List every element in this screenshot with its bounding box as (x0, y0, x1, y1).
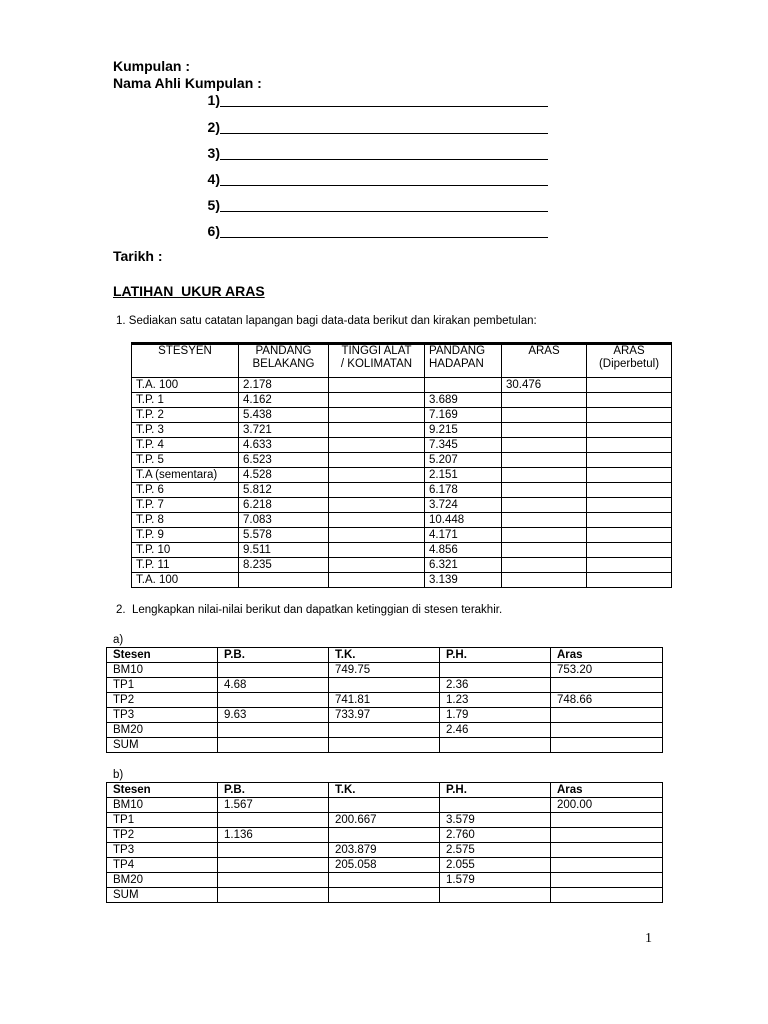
column-header: Stesen (107, 783, 218, 798)
table-cell: 9.215 (425, 423, 502, 438)
table-cell: T.A. 100 (132, 573, 239, 588)
table-cell: 5.438 (239, 408, 329, 423)
table-cell: 5.207 (425, 453, 502, 468)
date-label: Tarikh : (113, 248, 163, 264)
member-number: 2) (207, 119, 220, 135)
table-cell: 4.68 (218, 678, 329, 693)
table-cell: TP4 (107, 858, 218, 873)
table-cell[interactable] (551, 738, 663, 753)
blank-line (220, 106, 548, 107)
table-cell: 203.879 (329, 843, 440, 858)
table-cell: 753.20 (551, 663, 663, 678)
table-header-row (107, 648, 663, 663)
part-a-label: a) (113, 634, 124, 646)
table-row (132, 453, 672, 468)
table-cell: T.A. 100 (132, 378, 239, 393)
table-cell: 1.79 (440, 708, 551, 723)
table-cell: 10.448 (425, 513, 502, 528)
table-row (107, 678, 663, 693)
table-cell: 2.46 (440, 723, 551, 738)
table-cell: SUM (107, 738, 218, 753)
table-cell[interactable] (218, 888, 329, 903)
table-cell: T.P. 7 (132, 498, 239, 513)
table-cell: 7.345 (425, 438, 502, 453)
page-number: 1 (645, 931, 652, 946)
table-cell: 4.528 (239, 468, 329, 483)
table-cell[interactable] (551, 858, 663, 873)
column-header: PANDANG BELAKANG (239, 344, 329, 378)
table-cell[interactable] (587, 438, 672, 453)
table-row (107, 828, 663, 843)
table-cell[interactable] (218, 813, 329, 828)
table-cell: T.P. 11 (132, 558, 239, 573)
table-cell: 3.579 (440, 813, 551, 828)
table-cell: 6.218 (239, 498, 329, 513)
table-cell: 748.66 (551, 693, 663, 708)
table-cell: 30.476 (502, 378, 587, 393)
table-cell: 4.162 (239, 393, 329, 408)
table-row (107, 873, 663, 888)
table-cell[interactable] (587, 543, 672, 558)
blank-line (220, 185, 548, 186)
table-row (107, 813, 663, 828)
member-number: 5) (207, 197, 220, 213)
member-number: 1) (207, 92, 220, 108)
table-cell: TP3 (107, 708, 218, 723)
table-cell: 200.667 (329, 813, 440, 828)
table-cell[interactable] (502, 423, 587, 438)
group-members-label: Nama Ahli Kumpulan : (113, 75, 262, 91)
column-header: Stesen (107, 648, 218, 663)
table-cell[interactable] (587, 513, 672, 528)
table-cell[interactable] (329, 393, 425, 408)
table-cell[interactable] (440, 663, 551, 678)
table-cell: T.P. 8 (132, 513, 239, 528)
member-line-3[interactable] (196, 145, 548, 163)
member-line-6[interactable] (196, 223, 548, 241)
table-cell[interactable] (587, 453, 672, 468)
column-header: P.H. (440, 648, 551, 663)
table-cell: TP1 (107, 813, 218, 828)
member-number: 6) (207, 223, 220, 239)
member-line-5[interactable] (196, 197, 548, 215)
table-cell[interactable] (502, 558, 587, 573)
levelling-table-a (106, 647, 663, 753)
question-2-text: 2. Lengkapkan nilai-nilai berikut dan dapatkan ketinggian di stesen terakhir. (116, 604, 503, 616)
table-cell: 733.97 (329, 708, 440, 723)
table-cell[interactable] (329, 408, 425, 423)
table-cell: T.P. 6 (132, 483, 239, 498)
levelling-table-b (106, 782, 663, 903)
table-cell[interactable] (218, 693, 329, 708)
table-cell[interactable] (551, 813, 663, 828)
table-row (107, 723, 663, 738)
table-cell: 5.578 (239, 528, 329, 543)
table-row (132, 528, 672, 543)
table-cell[interactable] (218, 858, 329, 873)
table-cell[interactable] (502, 498, 587, 513)
table-cell: 2.055 (440, 858, 551, 873)
table-cell[interactable] (329, 483, 425, 498)
table-cell: T.P. 4 (132, 438, 239, 453)
table-cell[interactable] (218, 873, 329, 888)
table-cell[interactable] (329, 558, 425, 573)
table-cell: TP1 (107, 678, 218, 693)
table-cell[interactable] (587, 378, 672, 393)
blank-line (220, 133, 548, 134)
table-cell[interactable] (551, 888, 663, 903)
table-cell: T.A (sementara) (132, 468, 239, 483)
table-cell[interactable] (218, 738, 329, 753)
table-cell: 1.579 (440, 873, 551, 888)
table-row (132, 393, 672, 408)
table-cell[interactable] (440, 738, 551, 753)
table-cell[interactable] (440, 888, 551, 903)
part-b-label: b) (113, 769, 124, 781)
table-cell: BM20 (107, 723, 218, 738)
table-cell[interactable] (218, 723, 329, 738)
table-cell[interactable] (329, 438, 425, 453)
table-row (132, 483, 672, 498)
table-cell[interactable] (551, 873, 663, 888)
table-row (132, 513, 672, 528)
column-header: TINGGI ALAT / KOLIMATAN (329, 344, 425, 378)
table-cell: 2.151 (425, 468, 502, 483)
table-cell[interactable] (329, 468, 425, 483)
table-cell: 749.75 (329, 663, 440, 678)
table-cell[interactable] (551, 828, 663, 843)
table-cell[interactable] (502, 573, 587, 588)
table-cell: TP2 (107, 828, 218, 843)
table-cell: 2.575 (440, 843, 551, 858)
table-cell: SUM (107, 888, 218, 903)
table-cell[interactable] (329, 828, 440, 843)
blank-line (220, 159, 548, 160)
table-row (132, 468, 672, 483)
table-cell[interactable] (587, 573, 672, 588)
table-row (132, 558, 672, 573)
table-row (132, 423, 672, 438)
table-row (107, 693, 663, 708)
table-cell[interactable] (329, 543, 425, 558)
column-header: PANDANG HADAPAN (425, 344, 502, 378)
table-cell[interactable] (587, 498, 672, 513)
table-cell: 4.171 (425, 528, 502, 543)
table-cell[interactable] (502, 468, 587, 483)
column-header: P.B. (218, 783, 329, 798)
member-number: 3) (207, 145, 220, 161)
member-line-1[interactable] (196, 92, 548, 110)
table-cell[interactable] (329, 873, 440, 888)
table-cell[interactable] (329, 798, 440, 813)
column-header: ARAS (Diperbetul) (587, 344, 672, 378)
table-row (107, 858, 663, 873)
table-cell[interactable] (329, 453, 425, 468)
table-row (132, 408, 672, 423)
table-cell[interactable] (587, 393, 672, 408)
table-cell[interactable] (502, 483, 587, 498)
table-row (107, 798, 663, 813)
table-cell: 5.812 (239, 483, 329, 498)
table-cell: T.P. 5 (132, 453, 239, 468)
table-row (132, 543, 672, 558)
table-cell: T.P. 10 (132, 543, 239, 558)
table-cell (425, 378, 502, 393)
table-cell: 1.23 (440, 693, 551, 708)
table-row (132, 438, 672, 453)
table-cell: 2.760 (440, 828, 551, 843)
table-cell: 4.856 (425, 543, 502, 558)
table-cell[interactable] (502, 453, 587, 468)
table-cell: 8.235 (239, 558, 329, 573)
table-cell: T.P. 1 (132, 393, 239, 408)
table-cell[interactable] (329, 378, 425, 393)
table-cell[interactable] (329, 513, 425, 528)
table-cell[interactable] (218, 843, 329, 858)
table-cell[interactable] (551, 708, 663, 723)
table-cell: 6.178 (425, 483, 502, 498)
member-number: 4) (207, 171, 220, 187)
table-cell: BM20 (107, 873, 218, 888)
table-cell: 3.721 (239, 423, 329, 438)
column-header: P.H. (440, 783, 551, 798)
table-cell[interactable] (587, 468, 672, 483)
table-header-row (107, 783, 663, 798)
table-cell: T.P. 3 (132, 423, 239, 438)
table-cell[interactable] (551, 678, 663, 693)
table-cell[interactable] (502, 408, 587, 423)
table-cell[interactable] (502, 543, 587, 558)
table-cell: 6.523 (239, 453, 329, 468)
table-cell[interactable] (218, 663, 329, 678)
column-header: ARAS (502, 344, 587, 378)
table-row (132, 498, 672, 513)
table-cell: 9.511 (239, 543, 329, 558)
table-cell: 205.058 (329, 858, 440, 873)
blank-line (220, 211, 548, 212)
table-cell[interactable] (587, 483, 672, 498)
table-row (107, 708, 663, 723)
table-cell: 2.178 (239, 378, 329, 393)
table-cell: 200.00 (551, 798, 663, 813)
table-cell: 6.321 (425, 558, 502, 573)
table-header-row (132, 344, 672, 378)
table-cell: TP3 (107, 843, 218, 858)
table-row (107, 843, 663, 858)
table-cell: 3.724 (425, 498, 502, 513)
table-row (132, 378, 672, 393)
table-cell[interactable] (502, 513, 587, 528)
table-cell[interactable] (587, 558, 672, 573)
table-cell: T.P. 2 (132, 408, 239, 423)
member-line-4[interactable] (196, 171, 548, 189)
table-row (107, 663, 663, 678)
table-cell: 9.63 (218, 708, 329, 723)
table-cell[interactable] (329, 738, 440, 753)
table-cell: 7.169 (425, 408, 502, 423)
table-cell[interactable] (329, 498, 425, 513)
field-record-table (131, 342, 672, 588)
column-header: STESYEN (132, 344, 239, 378)
table-cell: 1.136 (218, 828, 329, 843)
column-header: T.K. (329, 648, 440, 663)
table-cell[interactable] (587, 408, 672, 423)
table-cell[interactable] (551, 723, 663, 738)
table-cell: 741.81 (329, 693, 440, 708)
table-cell: 1.567 (218, 798, 329, 813)
group-label: Kumpulan : (113, 58, 190, 74)
table-cell[interactable] (329, 888, 440, 903)
table-cell: 7.083 (239, 513, 329, 528)
table-cell[interactable] (329, 528, 425, 543)
table-cell[interactable] (587, 423, 672, 438)
table-cell: BM10 (107, 663, 218, 678)
table-cell[interactable] (239, 573, 329, 588)
table-cell: BM10 (107, 798, 218, 813)
table-cell: 3.689 (425, 393, 502, 408)
table-cell[interactable] (551, 843, 663, 858)
table-row (107, 888, 663, 903)
table-row (132, 573, 672, 588)
column-header: T.K. (329, 783, 440, 798)
column-header: P.B. (218, 648, 329, 663)
table-cell[interactable] (329, 573, 425, 588)
section-title: LATIHAN UKUR ARAS (113, 283, 265, 299)
question-1-text: 1. Sediakan satu catatan lapangan bagi data-data berikut dan kirakan pembetulan: (116, 315, 537, 327)
blank-line (220, 237, 548, 238)
table-cell[interactable] (502, 528, 587, 543)
column-header: Aras (551, 783, 663, 798)
table-cell: T.P. 9 (132, 528, 239, 543)
table-cell[interactable] (329, 678, 440, 693)
table-cell[interactable] (329, 423, 425, 438)
table-cell[interactable] (329, 723, 440, 738)
table-cell: TP2 (107, 693, 218, 708)
table-cell: 3.139 (425, 573, 502, 588)
table-row (107, 738, 663, 753)
table-cell: 4.633 (239, 438, 329, 453)
table-cell[interactable] (502, 393, 587, 408)
table-cell[interactable] (440, 798, 551, 813)
table-cell[interactable] (502, 438, 587, 453)
member-line-2[interactable] (196, 119, 548, 137)
column-header: Aras (551, 648, 663, 663)
table-cell[interactable] (587, 528, 672, 543)
table-cell: 2.36 (440, 678, 551, 693)
